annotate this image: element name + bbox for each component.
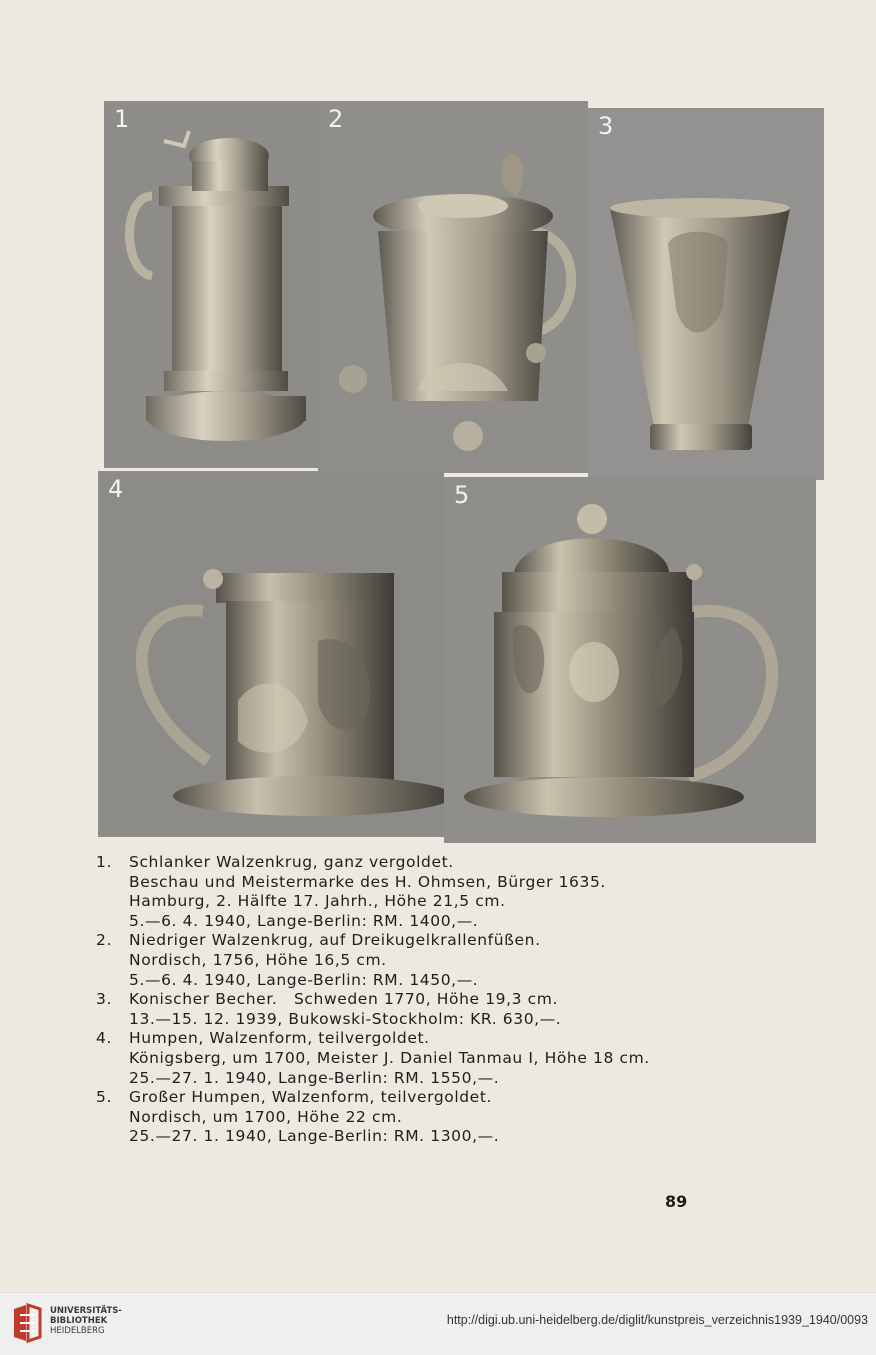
photo-5 bbox=[444, 477, 816, 843]
caption-line: Konischer Becher. Schweden 1770, Höhe 19,3 cm. bbox=[129, 990, 559, 1009]
library-name-line: BIBLIOTHEK bbox=[50, 1316, 108, 1326]
caption-item bbox=[96, 1029, 736, 1088]
caption-number: 4. bbox=[96, 1029, 112, 1048]
caption-line: Beschau und Meistermarke des H. Ohmsen, Bürger 1635. bbox=[129, 872, 606, 891]
caption-number: 1. bbox=[96, 853, 112, 871]
photo-number: 1 bbox=[114, 105, 130, 133]
caption-number: 3. bbox=[96, 990, 112, 1009]
beaker-illustration bbox=[588, 108, 824, 480]
photo-number: 3 bbox=[598, 112, 614, 140]
photo-3 bbox=[588, 108, 824, 480]
caption-line: Niedriger Walzenkrug, auf Dreikugelkrallenfüßen. bbox=[129, 931, 541, 950]
library-logo-icon[interactable] bbox=[10, 1303, 44, 1343]
caption-number: 2. bbox=[96, 931, 112, 950]
footed-tankard-illustration bbox=[318, 101, 588, 473]
caption-list bbox=[96, 853, 736, 1147]
caption-line: 5.—6. 4. 1940, Lange-Berlin: RM. 1450,—. bbox=[129, 970, 479, 989]
caption-item bbox=[96, 990, 736, 1029]
caption-line: 25.—27. 1. 1940, Lange-Berlin: RM. 1300,—. bbox=[129, 1127, 500, 1146]
library-name-line: UNIVERSITÄTS- bbox=[50, 1306, 122, 1316]
permalink-url[interactable]: http://digi.ub.uni-heidelberg.de/diglit/kunstpreis_verzeichnis1939_1940/0093 bbox=[446, 1313, 868, 1327]
photo-1 bbox=[104, 101, 318, 468]
caption-line: Königsberg, um 1700, Meister J. Daniel Tanmau I, Höhe 18 cm. bbox=[129, 1048, 650, 1067]
caption-line: 25.—27. 1. 1940, Lange-Berlin: RM. 1550,—. bbox=[129, 1068, 500, 1087]
page-number: 89 bbox=[665, 1192, 688, 1211]
caption-line: Nordisch, um 1700, Höhe 22 cm. bbox=[129, 1107, 403, 1126]
caption-line: Großer Humpen, Walzenform, teilvergoldet. bbox=[129, 1088, 493, 1107]
photo-number: 5 bbox=[454, 481, 470, 509]
humpen-relief-illustration bbox=[98, 471, 444, 837]
caption-number: 5. bbox=[96, 1088, 112, 1107]
photo-number: 4 bbox=[108, 475, 124, 503]
humpen-domed-illustration bbox=[444, 477, 816, 843]
photo-2 bbox=[318, 101, 588, 473]
caption-line: Hamburg, 2. Hälfte 17. Jahrh., Höhe 21,5 cm. bbox=[129, 892, 506, 911]
caption-line: Nordisch, 1756, Höhe 16,5 cm. bbox=[129, 950, 387, 969]
caption-line: 13.—15. 12. 1939, Bukowski-Stockholm: KR. 630,—. bbox=[129, 1009, 562, 1028]
photo-4 bbox=[98, 471, 444, 837]
tankard-illustration bbox=[104, 101, 318, 468]
photo-number: 2 bbox=[328, 105, 344, 133]
caption-item bbox=[96, 853, 736, 931]
caption-line: 5.—6. 4. 1940, Lange-Berlin: RM. 1400,—. bbox=[129, 911, 479, 930]
caption-item bbox=[96, 931, 736, 990]
caption-item bbox=[96, 1088, 736, 1147]
viewer-footer bbox=[0, 1292, 876, 1355]
library-name-line: HEIDELBERG bbox=[50, 1326, 105, 1336]
caption-line: Humpen, Walzenform, teilvergoldet. bbox=[129, 1029, 430, 1048]
library-name[interactable] bbox=[50, 1306, 122, 1336]
caption-line: Schlanker Walzenkrug, ganz vergoldet. bbox=[129, 853, 454, 871]
